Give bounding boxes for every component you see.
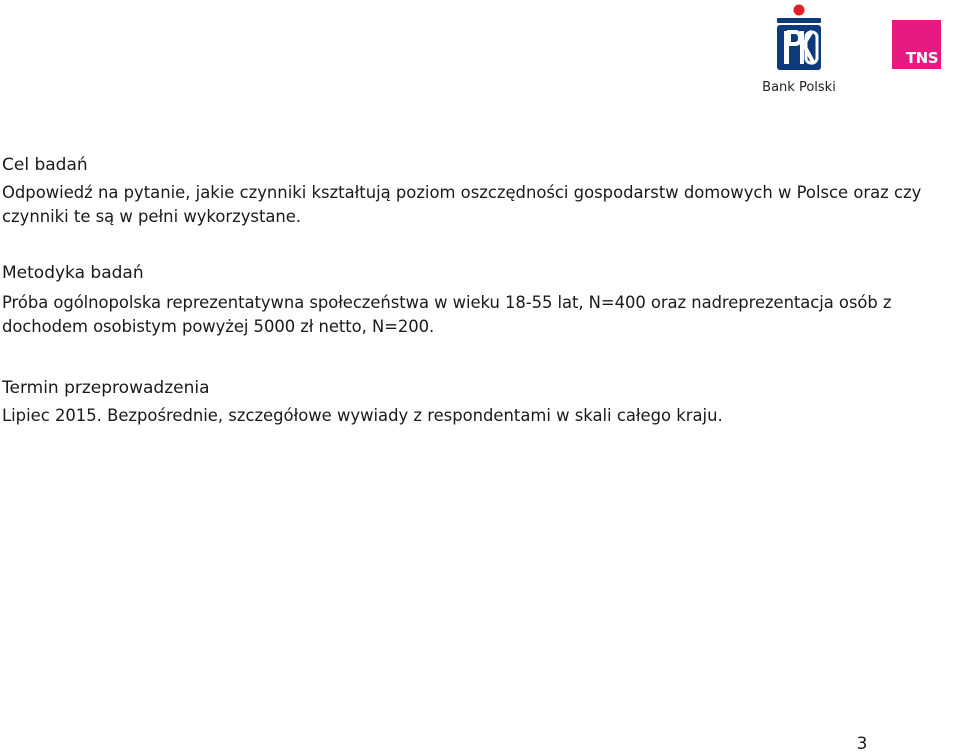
timing-text: Lipiec 2015. Bezpośrednie, szczegółowe wywiady z respondentami w skali całego kraju.: [2, 406, 723, 425]
goal-text: Odpowiedź na pytanie, jakie czynniki kształtują poziom oszczędności gospodarstw domowych w Polsce oraz czy czynniki te są w pełni wykorzystane.: [2, 183, 922, 226]
section-goal: [2, 154, 958, 229]
pko-logo-caption: Bank Polski: [762, 80, 836, 95]
methodology-heading: Metodyka badań: [2, 263, 144, 283]
page-number: 3: [856, 734, 868, 754]
pko-bank-polski-logo: [758, 4, 840, 98]
section-methodology: [2, 262, 958, 339]
methodology-text: Próba ogólnopolska reprezentatywna społeczeństwa w wieku 18-55 lat, N=400 oraz nadreprezentacja osób z dochodem osobistym powyżej 5000 zł netto, N=200.: [2, 293, 892, 336]
pko-bank-logo-icon: [776, 4, 822, 70]
goal-heading: Cel badań: [2, 155, 88, 175]
tns-logo: [892, 20, 941, 69]
tns-logo-text: TNS: [905, 49, 938, 67]
timing-heading: Termin przeprowadzenia: [2, 378, 210, 398]
section-timing: [2, 377, 958, 428]
